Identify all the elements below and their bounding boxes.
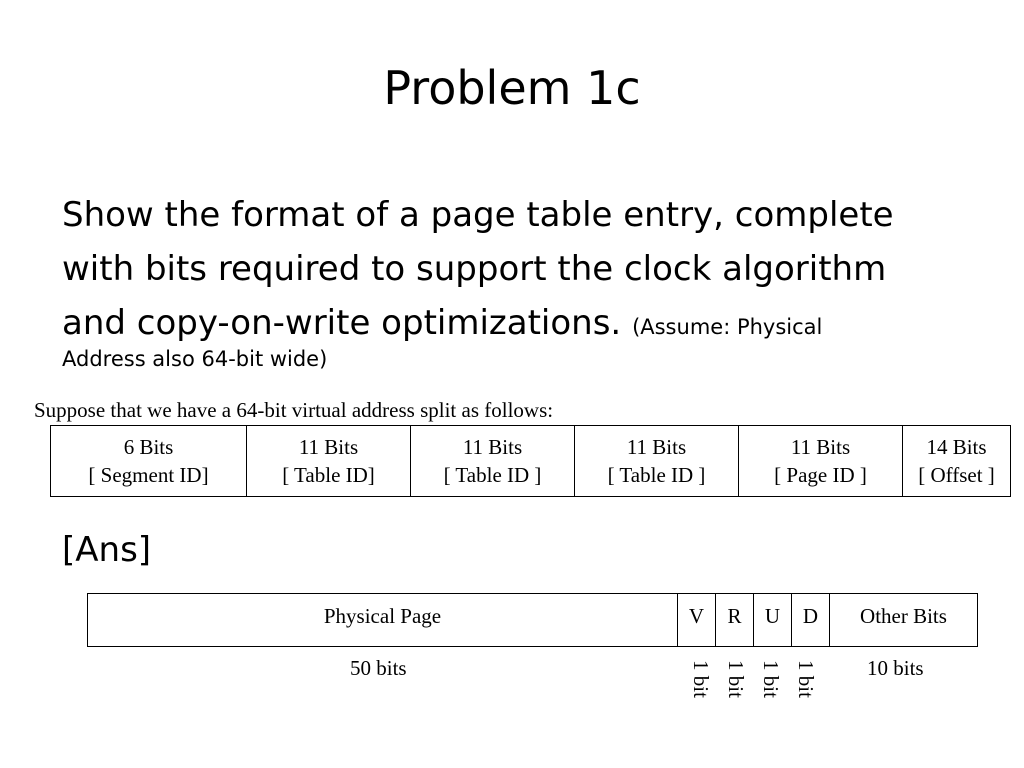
question-line-3 (62, 296, 982, 350)
address-field-bits: 11 Bits (626, 435, 687, 459)
address-field-name: [ Page ID ] (774, 463, 867, 487)
address-field-table-id-3 (575, 426, 739, 497)
page-table-entry-table (87, 593, 978, 647)
pte-field-use: U (754, 594, 792, 647)
pte-field-valid: V (678, 594, 716, 647)
virtual-address-table (50, 425, 1011, 497)
address-field-name: [ Table ID] (282, 463, 375, 487)
virtual-address-row (51, 426, 1011, 497)
address-field-page-id (739, 426, 903, 497)
address-field-bits: 11 Bits (298, 435, 359, 459)
question-line-3-text: and copy-on-write optimizations. (62, 303, 622, 343)
address-field-table-id-1 (247, 426, 411, 497)
address-field-segment-id (51, 426, 247, 497)
address-field-offset (903, 426, 1011, 497)
pte-size-other-bits: 10 bits (867, 656, 924, 680)
address-field-bits: 6 Bits (123, 435, 174, 459)
virtual-address-caption: Suppose that we have a 64-bit virtual address split as follows: (34, 398, 554, 422)
question-line-1: Show the format of a page table entry, complete (62, 195, 894, 235)
address-field-name: [ Offset ] (918, 463, 995, 487)
address-field-bits: 11 Bits (790, 435, 851, 459)
question-line-2: with bits required to support the clock algorithm (62, 249, 887, 289)
pte-field-other-bits: Other Bits (830, 594, 978, 647)
assumption-note-part-2: Address also 64-bit wide) (62, 347, 328, 371)
assumption-note-part-1: (Assume: Physical (632, 315, 823, 339)
answer-label: [Ans] (62, 530, 152, 570)
pte-field-dirty: D (792, 594, 830, 647)
question-text (62, 188, 982, 372)
pte-size-physical-page: 50 bits (350, 656, 407, 680)
address-field-bits: 11 Bits (462, 435, 523, 459)
pte-field-physical-page: Physical Page (88, 594, 678, 647)
pte-size-use: 1 bit (759, 660, 783, 698)
address-field-bits: 14 Bits (926, 435, 987, 459)
pte-size-valid: 1 bit (689, 660, 713, 698)
address-field-name: [ Segment ID] (88, 463, 209, 487)
address-field-name: [ Table ID ] (607, 463, 706, 487)
page-table-entry-row (88, 594, 978, 647)
address-field-name: [ Table ID ] (443, 463, 542, 487)
pte-field-referenced: R (716, 594, 754, 647)
pte-size-referenced: 1 bit (724, 660, 748, 698)
address-field-table-id-2 (411, 426, 575, 497)
slide-title: Problem 1c (383, 61, 641, 115)
pte-size-dirty: 1 bit (794, 660, 818, 698)
